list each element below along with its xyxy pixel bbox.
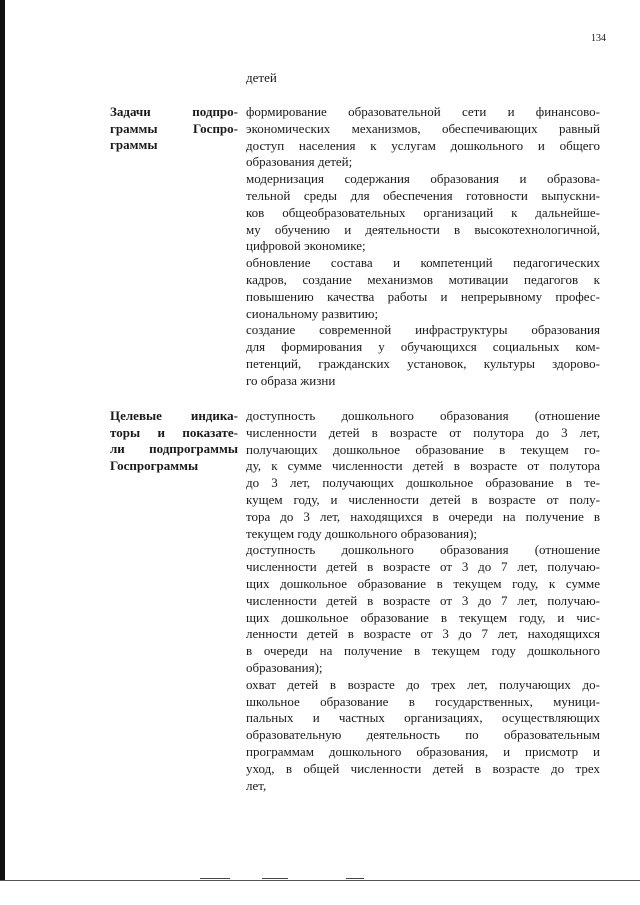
tasks-text-line: формирование образовательной сети и финансово-	[246, 104, 600, 119]
indicators-text-line: ленности детей в возрасте от 3 до 7 лет, находящихся	[246, 626, 600, 642]
indicators-text-line: доступность дошкольного образования (отношение	[246, 542, 600, 558]
indicators-text-line: текущем году дошкольного образования);	[246, 525, 478, 541]
scan-left-edge-bar	[0, 0, 5, 880]
tasks-content	[246, 104, 600, 390]
scan-speck	[346, 878, 364, 879]
indicators-text-line: численности детей в возрасте от 3 до 7 лет, получаю-	[246, 592, 600, 608]
indicators-label-line: ли подпрограммы	[110, 441, 238, 456]
indicators-text-line: кущем году, и численности детей в возрасте от полу-	[246, 491, 600, 507]
indicators-text-line: щих дошкольное образование в текущем году, и чис-	[246, 609, 600, 625]
indicators-label-line: торы и показате-	[110, 424, 238, 440]
indicators-text-line: образовательную деятельность по образовательным	[246, 727, 600, 743]
indicators-text-line: численности детей в возрасте от полутора до 3 лет,	[246, 424, 600, 440]
tasks-label-line: граммы Госпро-	[110, 120, 238, 136]
tasks-text-line: цифровой экономике;	[246, 238, 366, 254]
tasks-text-line: сиональному развитию;	[246, 305, 379, 321]
tasks-text-line: образования детей;	[246, 154, 353, 170]
tasks-text-line: кадров, создание механизмов мотивации педагогов к	[246, 271, 600, 287]
scan-speck	[262, 878, 288, 879]
tasks-text-line: ков общеобразовательных организаций к дальнейше-	[246, 204, 600, 220]
tasks-label-line: Задачи подпро-	[110, 104, 238, 119]
indicators-text-line: доступность дошкольного образования (отношение	[246, 408, 600, 423]
tasks-text-line: го образа жизни	[246, 372, 336, 388]
tasks-text-line: петенций, гражданских установок, культуры здорово-	[246, 355, 600, 371]
indicators-text-line: щих дошкольное образование в текущем году, к сумме	[246, 575, 600, 591]
indicators-text-line: программам дошкольного образования, и присмотр и	[246, 743, 600, 759]
indicators-text-line: получающих дошкольное образование в текущем го-	[246, 441, 600, 457]
indicators-text-line: лет,	[246, 777, 267, 793]
tasks-text-line: для формирования у обучающихся социальных ком-	[246, 339, 600, 355]
tasks-text-line: повышению качества работы и непрерывному профес-	[246, 288, 600, 304]
indicators-text-line: уход, в общей численности детей в возрасте до трех	[246, 760, 600, 776]
indicators-text-line: охват детей в возрасте до трех лет, получающих до-	[246, 676, 600, 692]
tasks-text-line: обновление состава и компетенций педагогических	[246, 255, 600, 271]
tasks-text-line: му обучению и деятельности в высокотехнологичной,	[246, 221, 600, 237]
page-number: 134	[591, 33, 606, 44]
indicators-text-line: в очереди на получение в текущем году дошкольного	[246, 643, 600, 659]
indicators-text-line: образования);	[246, 659, 323, 675]
continued-text-fragment: детей	[246, 70, 277, 85]
tasks-label	[110, 104, 238, 154]
indicators-text-line: тора до 3 лет, находящихся в очереди на получение в	[246, 508, 600, 524]
indicators-label-line: Госпрограммы	[110, 457, 199, 473]
tasks-text-line: доступ населения к услугам дошкольного и общего	[246, 137, 600, 153]
indicators-text-line: численности детей в возрасте от 3 до 7 лет, получаю-	[246, 559, 600, 575]
tasks-text-line: создание современной инфраструктуры образования	[246, 322, 600, 338]
tasks-text-line: модернизация содержания образования и образова-	[246, 171, 600, 187]
indicators-text-line: пальных и частных организациях, осуществляющих	[246, 710, 600, 726]
indicators-label	[110, 408, 238, 474]
tasks-label-line: граммы	[110, 137, 158, 152]
tasks-text-line: экономических механизмов, обеспечивающих равный	[246, 120, 600, 136]
indicators-text-line: до 3 лет, получающих дошкольное образование в те-	[246, 475, 600, 491]
indicators-text-line: ду, к сумме численности детей в возрасте от полутора	[246, 458, 600, 474]
indicators-label-line: Целевые индика-	[110, 408, 238, 423]
indicators-content	[246, 408, 600, 794]
tasks-text-line: тельной среды для обеспечения готовности выпускни-	[246, 187, 600, 203]
scan-bottom-edge	[0, 880, 640, 881]
indicators-text-line: школьное образование в государственных, муници-	[246, 693, 600, 709]
scan-speck	[200, 878, 230, 879]
